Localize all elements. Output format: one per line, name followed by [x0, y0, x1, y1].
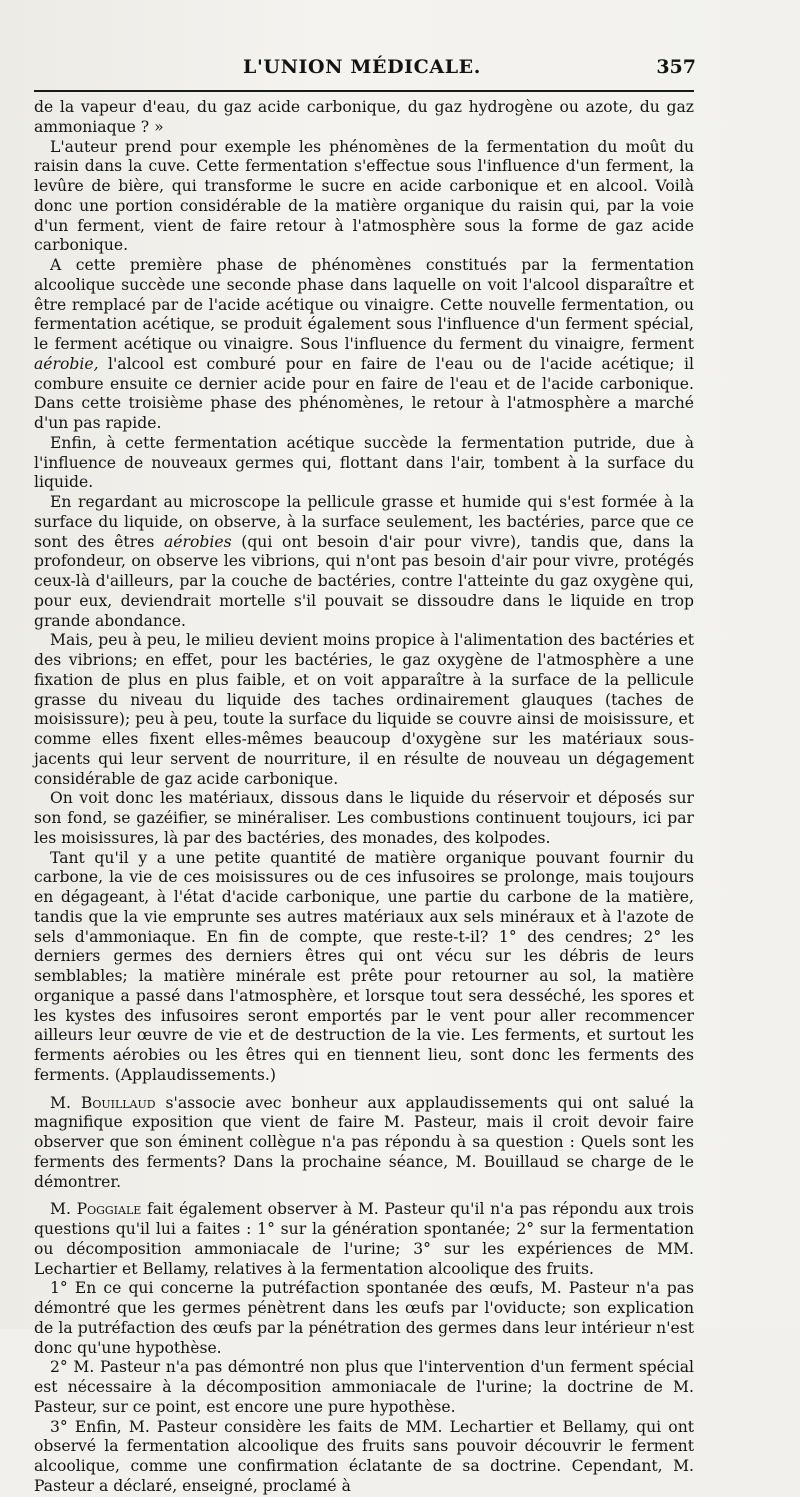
- speaker-name: M. Poggiale: [50, 1200, 142, 1219]
- speaker-name: M. Bouillaud: [50, 1093, 156, 1112]
- article-body: [34, 98, 694, 1497]
- header-rule: [34, 90, 694, 92]
- paragraph: On voit donc les matériaux, dissous dans le liquide du réservoir et déposés sur son fond, se gazéifier, se minéraliser. Les combustions continuent toujours, ici par les moisissures, là par des bactéries, des monades, des kolpodes.: [34, 789, 694, 847]
- paragraph: Mais, peu à peu, le milieu devient moins propice à l'alimentation des bactéries et des vibrions; en effet, pour les bactéries, le gaz oxygène de l'atmosphère a une fixation de plus en plus faible, et on voit apparaître à la surface de la pellicule grasse du niveau du liquide des taches ordinairement glauques (taches de moisissure); peu à peu, toute la surface du liquide se couvre ainsi de moisissure, et comme elles fixent elles-mêmes beaucoup d'oxygène sur les matériaux sous-jacents qui leur servent de nourriture, il en résulte de nouveau un dégagement considérable de gaz acide carbonique.: [34, 631, 694, 788]
- page-header: [34, 56, 696, 86]
- paragraph: 1° En ce qui concerne la putréfaction spontanée des œufs, M. Pasteur n'a pas démontré que les germes pénètrent dans les œufs par l'oviducte; son explication de la putréfaction des œufs par la pénétration des germes dans leur intérieur n'est donc qu'une hypothèse.: [34, 1279, 694, 1357]
- page-number: 357: [656, 56, 696, 78]
- journal-title: L'UNION MÉDICALE.: [243, 56, 481, 78]
- paragraph: Tant qu'il y a une petite quantité de matière organique pouvant fournir du carbone, la vie de ces moisissures ou de ces infusoires se prolonge, mais toujours en dégageant, à l'état d'acide carbonique, une partie du carbone de la matière, tandis que la vie emprunte ses autres matériaux aux sels minéraux et à l'azote de sels d'ammoniaque. En fin de compte, que reste-t-il? 1° des cendres; 2° les derniers germes des derniers êtres qui ont vécu sur les débris de leurs semblables; la matière minérale est prête pour retourner au sol, la matière organique a passé dans l'atmosphère, et lorsque tout sera desséché, les spores et les kystes des infusoires seront emportés par le vent pour aller recommencer ailleurs leur œuvre de vie et de destruction de la vie. Les ferments, et surtout les ferments aérobies ou les êtres qui en tiennent lieu, sont donc les ferments des ferments. (Applaudissements.): [34, 848, 694, 1084]
- paragraph: 2° M. Pasteur n'a pas démontré non plus que l'intervention d'un ferment spécial est nécessaire à la décomposition ammoniacale de l'urine; la doctrine de M. Pasteur, sur ce point, est encore une pure hypothèse.: [34, 1358, 694, 1416]
- paragraph: Enfin, à cette fermentation acétique succède la fermentation putride, due à l'influence de nouveaux germes qui, flottant dans l'air, tombent à la surface du liquide.: [34, 433, 694, 492]
- paragraph: L'auteur prend pour exemple les phénomènes de la fermentation du moût du raisin dans la cuve. Cette fermentation s'effectue sous l'influence d'un ferment, la levûre de bière, qui transforme le sucre en acide carbonique et en alcool. Voilà donc une portion considérable de la matière organique du raisin qui, par la voie d'un ferment, vient de faire retour à l'atmosphère sous la forme de gaz acide carbonique.: [34, 137, 694, 255]
- paragraph: de la vapeur d'eau, du gaz acide carbonique, du gaz hydrogène ou azote, du gaz ammoniaque ? »: [34, 98, 694, 136]
- paragraph: 3° Enfin, M. Pasteur considère les faits de MM. Lechartier et Bellamy, qui ont observé la fermentation alcoolique des fruits sans pouvoir découvrir le ferment alcoolique, comme une confirmation éclatante de sa doctrine. Cependant, M. Pasteur a déclaré, enseigné, proclamé à: [34, 1417, 694, 1495]
- paragraph: En regardant au microscope la pellicule grasse et humide qui s'est formée à la surface du liquide, on observe, à la surface seulement, les bactéries, parce que ce sont des êtres aérobies (qui ont besoin d'air pour vivre), tandis que, dans la profondeur, on observe les vibrions, qui n'ont pas besoin d'air pour vivre, protégés ceux-là d'ailleurs, par la couche de bactéries, contre l'atteinte du gaz oxygène qui, pour eux, deviendrait mortelle s'il pouvait se dissoudre dans le liquide en trop grande abondance.: [34, 493, 694, 630]
- emphasis: aérobie,: [34, 354, 99, 373]
- paragraph: M. Poggiale fait également observer à M. Pasteur qu'il n'a pas répondu aux trois questions qu'il lui a faites : 1° sur la génération spontanée; 2° sur la fermentation ou décomposition ammoniacale de l'urine; 3° sur les expériences de MM. Lechartier et Bellamy, relatives à la fermentation alcoolique des fruits.: [34, 1200, 694, 1278]
- emphasis: aérobies: [164, 532, 232, 551]
- paragraph: M. Bouillaud s'associe avec bonheur aux applaudissements qui ont salué la magnifique exposition que vient de faire M. Pasteur, mais il croit devoir faire observer que son éminent collègue n'a pas répondu à sa question : Quels sont les ferments des ferments? Dans la prochaine séance, M. Bouillaud se charge de le démontrer.: [34, 1093, 694, 1191]
- paragraph: A cette première phase de phénomènes constitués par la fermentation alcoolique succède une seconde phase dans laquelle on voit l'alcool disparaître et être remplacé par de l'acide acétique ou vinaigre. Cette nouvelle fermentation, ou fermentation acétique, se produit également sous l'influence d'un ferment spécial, le ferment acétique ou vinaigre. Sous l'influence du ferment du vinaigre, ferment aérobie, l'alcool est comburé pour en faire de l'eau ou de l'acide acétique; il combure ensuite ce dernier acide pour en faire de l'eau et de l'acide carbonique. Dans cette troisième phase des phénomènes, le retour à l'atmosphère a marché d'un pas rapide.: [34, 256, 694, 432]
